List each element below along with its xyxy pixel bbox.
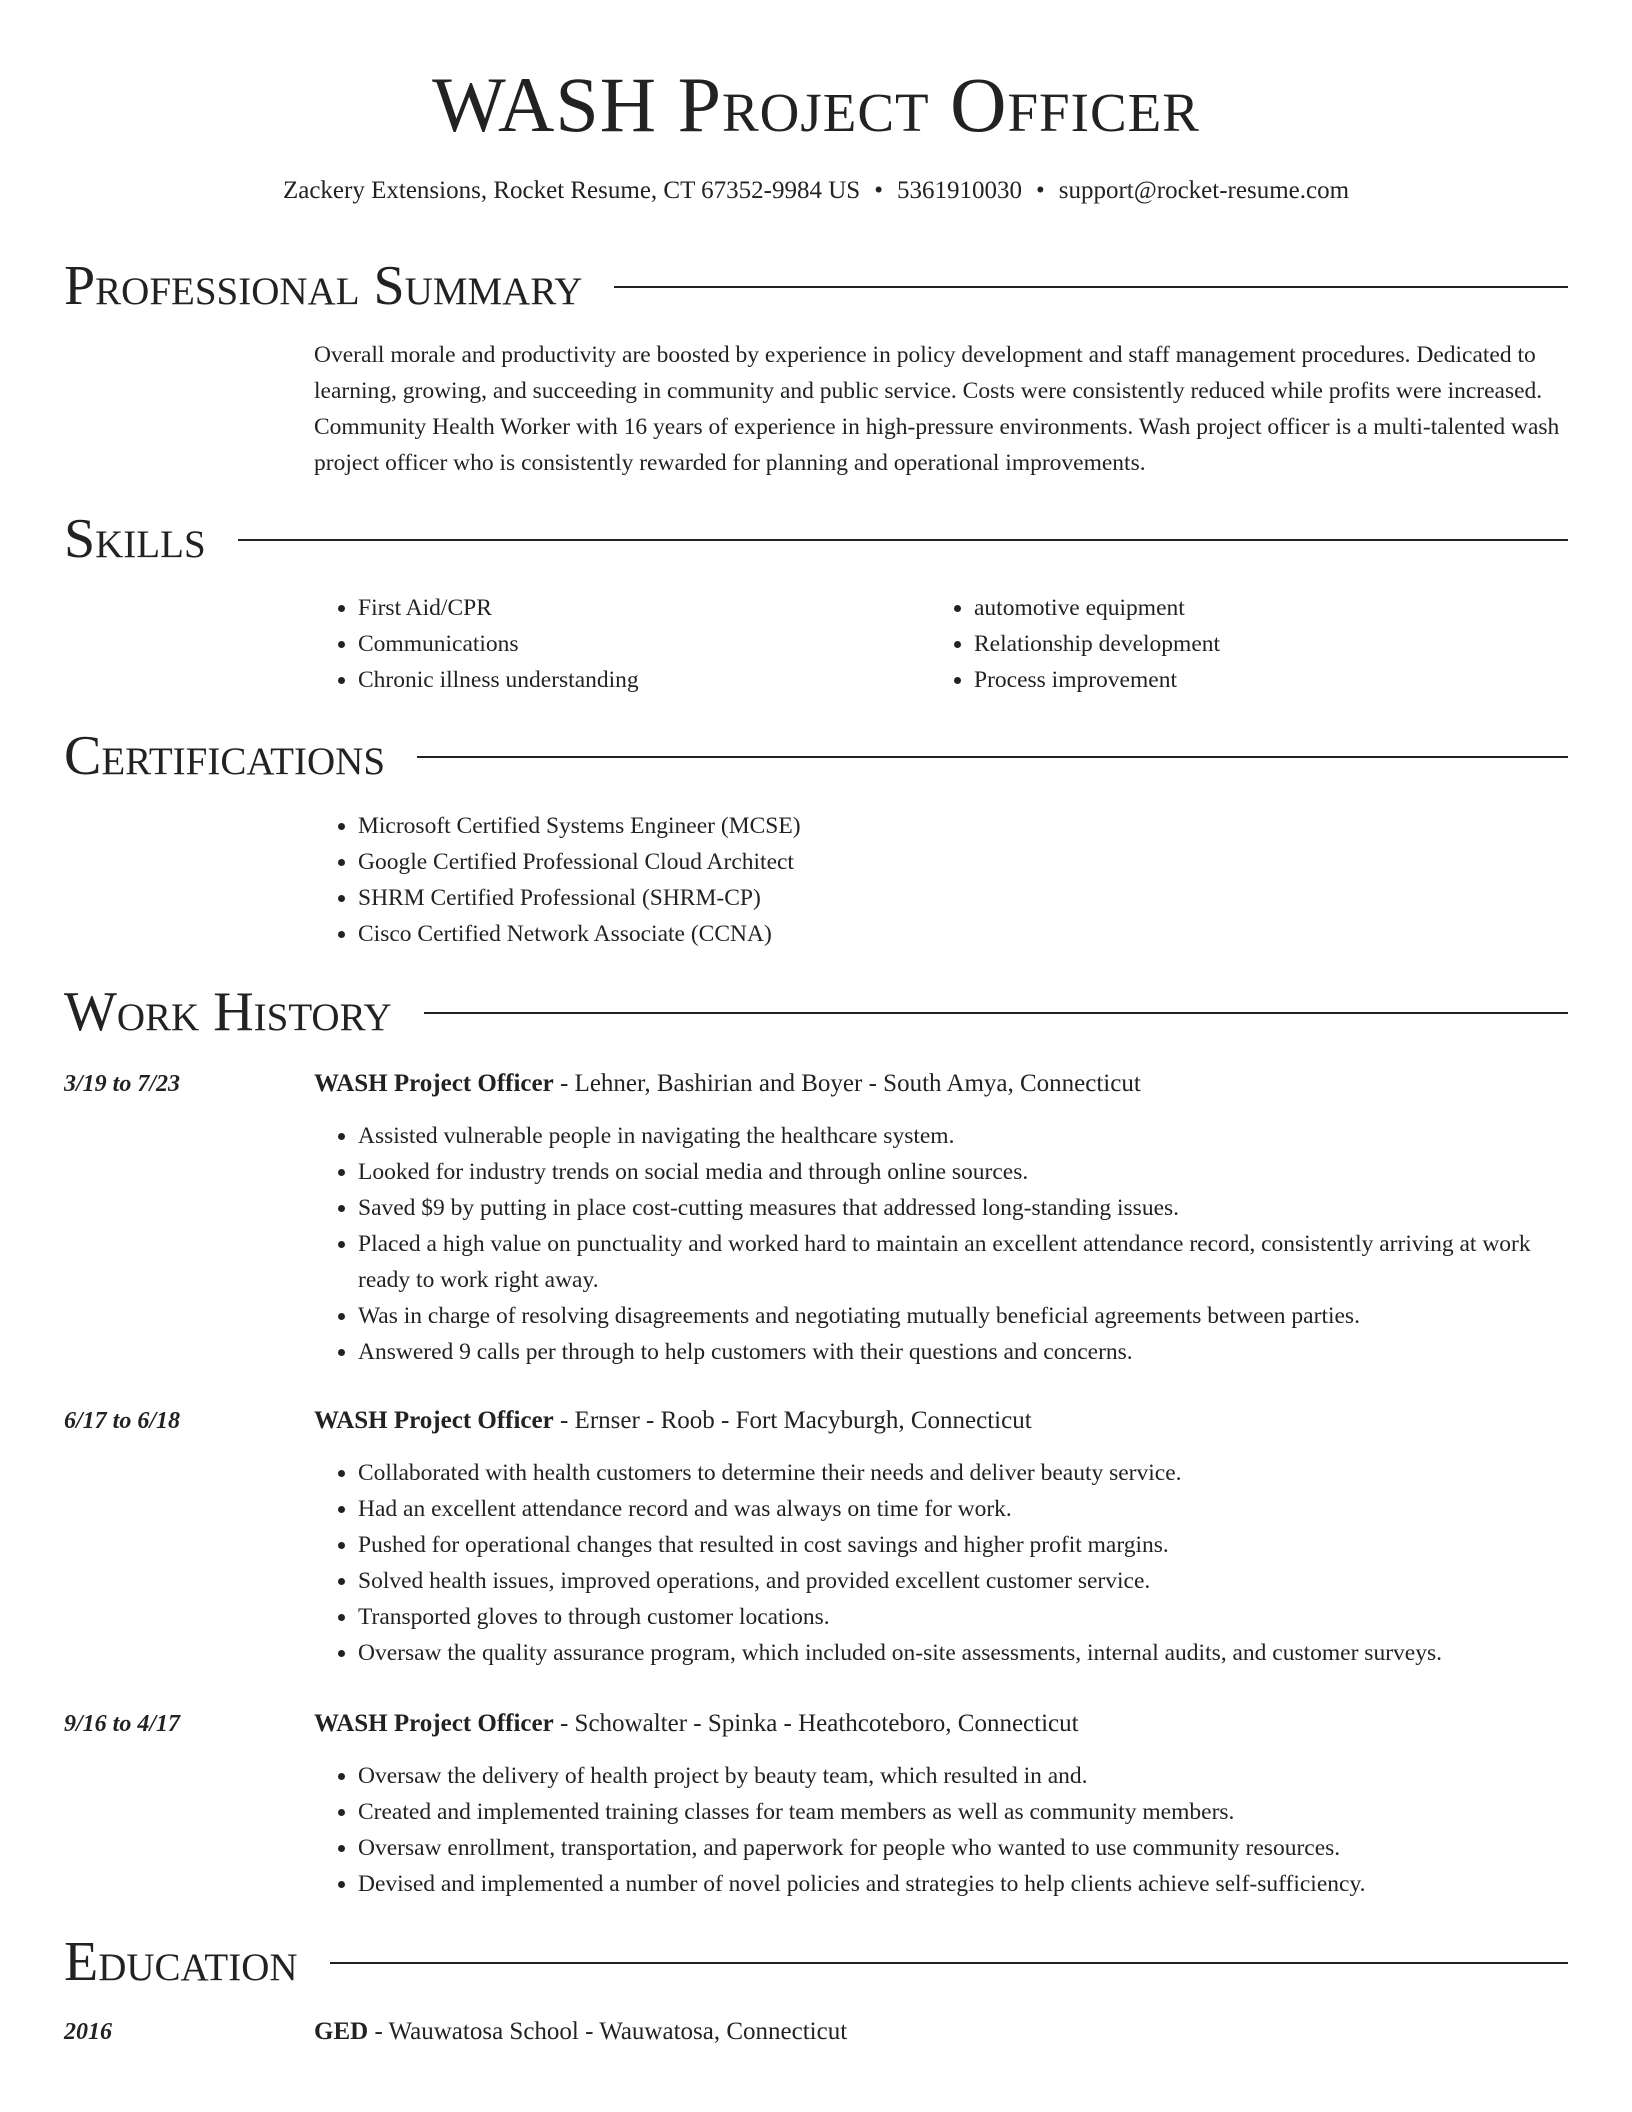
education-section-header <box>64 1930 1568 1994</box>
skills-column-right <box>930 590 1510 698</box>
education-details: - Wauwatosa School - Wauwatosa, Connecticut <box>368 2018 848 2045</box>
contact-line <box>0 174 1632 208</box>
job-bullet: • Solved health issues, improved operations, and provided excellent customer service. <box>358 1563 1568 1599</box>
certification-item: • Microsoft Certified Systems Engineer (MCSE) <box>358 808 1568 844</box>
summary-text: Overall morale and productivity are boosted by experience in policy development and staff management procedures. Dedicated to learning, growing, and succeeding in community and public service. Costs were consistently reduced while profits were increased. Community Health Worker with 16 years of experience in high-pressure environments. Wash project officer is a multi-talented wash project officer who is consistently rewarded for planning and operational improvements. <box>314 342 1560 476</box>
section-divider <box>424 1012 1568 1014</box>
certifications-section-title: Certifications <box>64 725 386 787</box>
job-bullets <box>314 1118 1568 1370</box>
summary-section-header <box>64 254 1568 318</box>
work-section-header <box>64 980 1568 1044</box>
education-heading <box>314 2014 1568 2050</box>
job-heading <box>314 1403 1568 1439</box>
section-divider <box>417 756 1568 758</box>
skill-item: • automotive equipment <box>974 590 1510 626</box>
certification-item: • Google Certified Professional Cloud Architect <box>358 844 1568 880</box>
contact-phone: 5361910030 <box>896 177 1022 204</box>
job-bullet: • Assisted vulnerable people in navigating the healthcare system. <box>358 1118 1568 1154</box>
job-bullet: • Oversaw the delivery of health project by beauty team, which resulted in and. <box>358 1758 1568 1794</box>
skill-item: • Relationship development <box>974 626 1510 662</box>
skills-section-header <box>64 507 1568 571</box>
section-divider <box>238 539 1568 541</box>
job-role: WASH Project Officer <box>314 1070 554 1097</box>
job-bullet: • Placed a high value on punctuality and worked hard to maintain an excellent attendance record, consistently arriving at work ready to work right away. <box>358 1226 1568 1298</box>
contact-address: Zackery Extensions, Rocket Resume, CT 67352-9984 US <box>282 177 861 204</box>
job-bullet: • Created and implemented training classes for team members as well as community members. <box>358 1794 1568 1830</box>
job-details: - Lehner, Bashirian and Boyer - South Amya, Connecticut <box>553 1070 1141 1097</box>
summary-section-title: Professional Summary <box>64 255 583 317</box>
job-details: - Ernser - Roob - Fort Macyburgh, Connecticut <box>553 1407 1032 1434</box>
skill-item: • Chronic illness understanding <box>358 662 894 698</box>
job-bullet: • Looked for industry trends on social media and through online sources. <box>358 1154 1568 1190</box>
job-bullet: • Saved $9 by putting in place cost-cutting measures that addressed long-standing issues. <box>358 1190 1568 1226</box>
skill-item: • Communications <box>358 626 894 662</box>
job-role: WASH Project Officer <box>314 1710 554 1737</box>
job-details: - Schowalter - Spinka - Heathcoteboro, Connecticut <box>553 1710 1079 1737</box>
job-bullets <box>314 1758 1568 1902</box>
job-bullet: • Answered 9 calls per through to help customers with their questions and concerns. <box>358 1334 1568 1370</box>
job-role: WASH Project Officer <box>314 1407 554 1434</box>
job-bullet: • Oversaw enrollment, transportation, and paperwork for people who wanted to use community resources. <box>358 1830 1568 1866</box>
job-bullet: • Oversaw the quality assurance program, which included on-site assessments, internal audits, and customer surveys. <box>358 1635 1568 1671</box>
education-section-title: Education <box>64 1931 298 1993</box>
job-bullet: • Transported gloves to through customer locations. <box>358 1599 1568 1635</box>
job-dates: 3/19 to 7/23 <box>64 1071 181 1097</box>
job-bullet: • Devised and implemented a number of novel policies and strategies to help clients achieve self-sufficiency. <box>358 1866 1568 1902</box>
skill-item: • First Aid/CPR <box>358 590 894 626</box>
job-heading <box>314 1066 1568 1102</box>
skill-item: • Process improvement <box>974 662 1510 698</box>
job-bullet: • Pushed for operational changes that resulted in cost savings and higher profit margins. <box>358 1527 1568 1563</box>
job-dates: 6/17 to 6/18 <box>64 1408 181 1434</box>
job-heading <box>314 1706 1568 1742</box>
contact-separator: • <box>874 177 883 204</box>
certification-item: • SHRM Certified Professional (SHRM-CP) <box>358 880 1568 916</box>
skills-section-title: Skills <box>64 508 206 570</box>
job-bullets <box>314 1455 1568 1671</box>
education-degree: GED <box>314 2018 369 2045</box>
job-bullet: • Was in charge of resolving disagreements and negotiating mutually beneficial agreements between parties. <box>358 1298 1568 1334</box>
contact-email: support@rocket-resume.com <box>1058 177 1350 204</box>
certifications-section-header <box>64 724 1568 788</box>
section-divider <box>614 286 1568 288</box>
work-section-title: Work History <box>64 981 392 1043</box>
certification-item: • Cisco Certified Network Associate (CCNA) <box>358 916 1568 952</box>
certifications-list <box>314 808 1568 952</box>
section-divider <box>330 1962 1568 1964</box>
contact-separator: • <box>1035 177 1045 204</box>
resume-name: WASH Project Officer <box>432 61 1200 148</box>
job-dates: 9/16 to 4/17 <box>64 1711 181 1737</box>
skills-column-left <box>314 590 894 698</box>
job-bullet: • Had an excellent attendance record and was always on time for work. <box>358 1491 1568 1527</box>
job-bullet: • Collaborated with health customers to determine their needs and deliver beauty service. <box>358 1455 1568 1491</box>
education-year: 2016 <box>64 2019 112 2045</box>
